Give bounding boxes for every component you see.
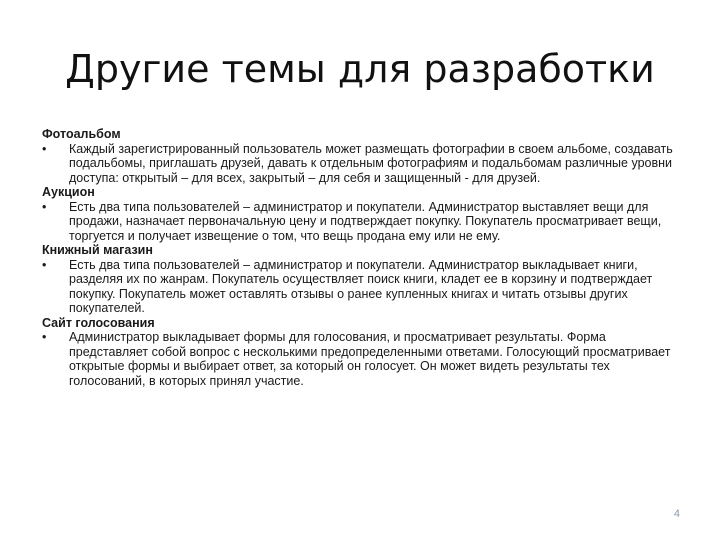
bullet-text: Есть два типа пользователей – администратор и покупатели. Администратор выкладывает книги, разделяя их по жанрам. Покупатель осуществляет поиск книги, кладет ее в корзину и подтверждает покупку. Покупатель может оставлять отзывы о ранее купленных книгах и читать отзывы других покупателей.	[69, 257, 653, 315]
bullet-marker: •	[42, 257, 47, 272]
bullet-item-auction	[42, 200, 682, 244]
bullet-item-photo-album	[42, 142, 682, 186]
section-heading-voting-site: Сайт голосования	[42, 315, 155, 330]
bullet-text: Администратор выкладывает формы для голосования, и просматривает результаты. Форма представляет собой вопрос с несколькими предопределенными ответами. Голосующий просматривает открытые формы и выбирает ответ, за который он голосует. Он может видеть результаты тех голосований, в которых принял участие.	[69, 330, 671, 388]
bullet-marker: •	[42, 141, 47, 156]
bullet-marker: •	[42, 199, 47, 214]
slide-title: Другие темы для разработки	[65, 47, 655, 91]
bullet-text: Каждый зарегистрированный пользователь может размещать фотографии в своем альбоме, создавать подальбомы, приглашать друзей, давать к отдельным фотографиям и подальбомам различные уровни доступа: открытый – для всех, закрытый – для себя и защищенный - для друзей.	[69, 141, 673, 185]
bullet-marker: •	[42, 330, 47, 344]
section-heading-auction: Аукцион	[42, 185, 95, 199]
page-number: 4	[673, 508, 680, 520]
bullet-item-voting-site	[42, 330, 682, 388]
bullet-text: Есть два типа пользователей – администратор и покупатели. Администратор выставляет вещи для продажи, назначает первоначальную цену и подтверждает покупку. Покупатель просматривает вещи, торгуется и получает извещение о том, что вещь продана ему или не ему.	[69, 199, 662, 243]
section-heading-bookstore: Книжный магазин	[42, 243, 153, 257]
bullet-item-bookstore	[42, 258, 682, 316]
slide-body	[42, 127, 682, 388]
section-heading-photo-album: Фотоальбом	[42, 127, 121, 141]
